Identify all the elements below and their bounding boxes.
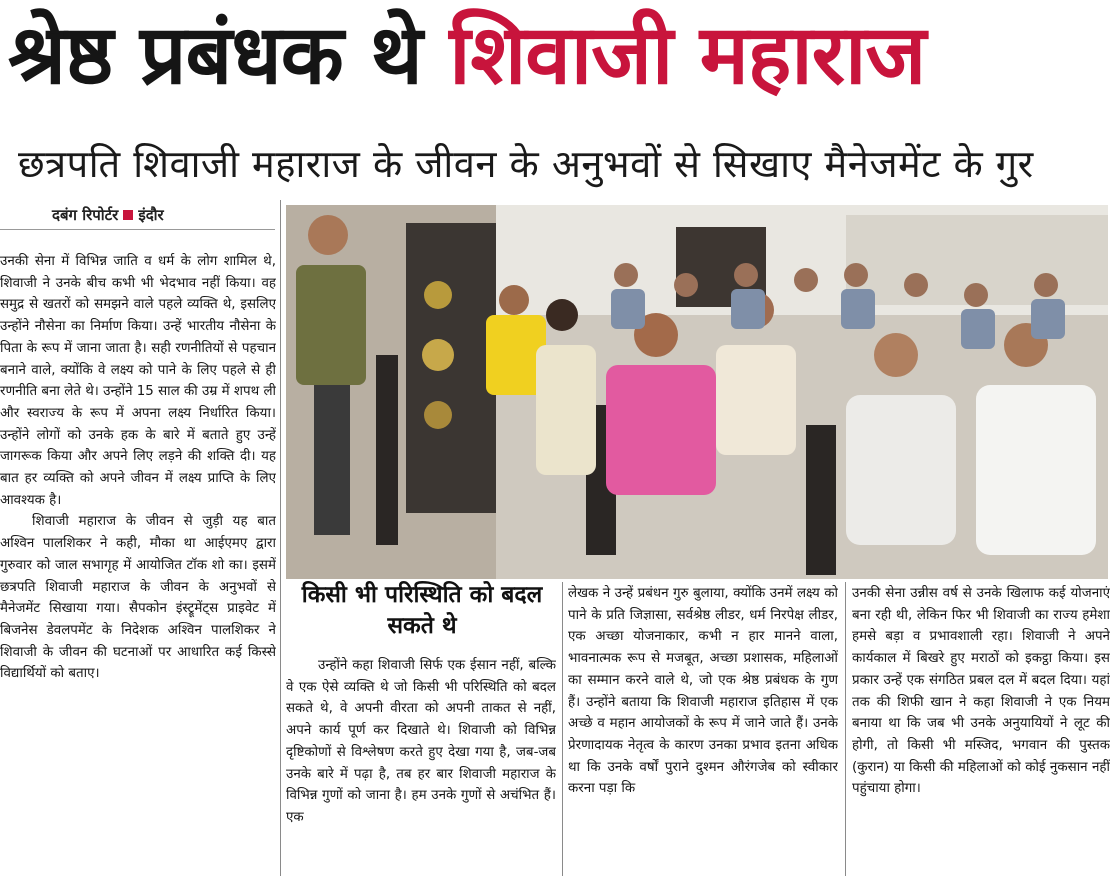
article-column-1 [0, 251, 276, 876]
byline-separator-square [123, 210, 133, 220]
subheadline: छत्रपति शिवाजी महाराज के जीवन के अनुभवों से सिखाए मैनेजमेंट के गुर [18, 142, 1034, 186]
column-divider [845, 582, 846, 876]
byline-reporter: दबंग रिपोर्टर [52, 206, 119, 224]
column-divider [280, 200, 281, 876]
headline-part-black: श्रेष्ठ प्रबंधक थे [8, 8, 422, 103]
article-paragraph: उन्होंने कहा शिवाजी सिर्फ एक ईसान नहीं, बल्कि वे एक ऐसे व्यक्ति थे जो किसी भी परिस्थिति को बदल सकते थे, वे अपनी वीरता को अपनी ताकत से नहीं, अपने कार्य पूर्ण कर दिखाते थे। शिवाजी को विभिन्न दृष्टिकोणों से विश्लेषण करते हुए देखा गया है, जब-जब उनके बारे में पढ़ा है, तब हर बार शिवाजी महाराज के विभिन्न गुणों को जाना है। हम उनके गुणों से अचंभित हैं। एक [286, 658, 556, 825]
article-column-3 [568, 583, 838, 876]
byline [52, 205, 164, 227]
article-paragraph: शिवाजी महाराज के जीवन से जुड़ी यह बात अश्विन पालशिकर ने कही, मौका था आईएमए द्वारा गुरुवार को जाल सभागृह में आयोजित टॉक शो का। इसमें छत्रपति शिवाजी महाराज के जीवन के अनुभवों से मैनेजमेंट सिखाया गया। सैपकोन इंस्ट्रूमेंट्स प्राइवेट में बिजनेस डेवलपमेंट के निदेशक अश्विन पालशिकर ने शिवाजी के जीवन की घटनाओं पर आधारित कई किस्से विद्यार्थियों को बताए। [0, 514, 276, 682]
byline-divider [0, 229, 275, 230]
byline-city: इंदौर [138, 206, 164, 224]
inset-heading: किसी भी परिस्थिति को बदल सकते थे [301, 582, 543, 639]
article-column-4 [852, 583, 1110, 876]
column-divider [562, 582, 563, 876]
headline [8, 0, 1108, 118]
event-photo-illustration [286, 205, 1108, 579]
headline-part-red: शिवाजी महाराज [449, 8, 926, 103]
article-paragraph: उनकी सेना में विभिन्न जाति व धर्म के लोग शामिल थे, शिवाजी ने उनके बीच कभी भी भेदभाव नहीं किया। वह समुद्र से खतरों को समझने वाले पहले व्यक्ति थे, इसलिए उन्होंने नौसेना का निर्माण किया। उन्हें भारतीय नौसेना के पिता के रूप में जाना जाता है। सही रणनीतियों से पहचान बनाने वाले, क्योंकि वे लक्ष्य को पाने के लिए पहले से ही रणनीति बना लेते थे। उन्होंने 15 साल की उम्र में शपथ ली और स्वराज्य के रूप में अपना लक्ष्य निर्धारित किया। उन्होंने लोगों को उनके हक के बारे में बताते हुए उन्हें जागरूक किया और अपने लिए लड़ने की शक्ति दी। यह बात हर व्यक्ति को अपने जीवन में लक्ष्य प्राप्ति के लिए आवश्यक है। [0, 254, 276, 508]
event-photo [286, 205, 1108, 579]
article-column-2 [286, 655, 556, 876]
article-paragraph: लेखक ने उन्हें प्रबंधन गुरु बुलाया, क्योंकि उनमें लक्ष्य को पाने के प्रति जिज्ञासा, सर्वश्रेष्ठ लीडर, धर्म निरपेक्ष लीडर, एक अच्छा योजनाकार, कभी न हार मानने वाला, भावनात्मक रूप से मजबूत, अच्छा प्रशासक, महिलाओं का सम्मान करने वाले थे, जो एक श्रेष्ठ प्रबंधक के गुण हैं। उन्होंने बताया कि शिवाजी महाराज इतिहास में एक अच्छे व महान आयोजकों के रूप में जाने जाते हैं। उनके प्रेरणादायक नेतृत्व के कारण उनका प्रभाव इतना अधिक था कि उनके वर्षों पुराने दुश्मन औरंगजेब को स्वीकार करना पड़ा कि [568, 586, 838, 797]
article-paragraph: उनकी सेना उन्नीस वर्ष से उनके खिलाफ कई योजनाएं बना रही थी, लेकिन फिर भी शिवाजी का राज्य हमेशा हमसे बड़ा व प्रभावशाली रहा। शिवाजी ने अपने कार्यकाल में बिखरे हुए मराठों को इकट्ठा किया। इस प्रकार उन्हें एक संगठित प्रबल दल में बदल दिया। यहां तक की शिफी खान ने कहा शिवाजी ने एक नियम बनाया था कि जब भी उनके अनुयायियों ने लूट की होगी, तो किसी भी मस्जिद, भगवान की पुस्तक (कुरान) या किसी की महिलाओं को कोई नुकसान नहीं पहुंचाया होगा। [852, 586, 1110, 797]
